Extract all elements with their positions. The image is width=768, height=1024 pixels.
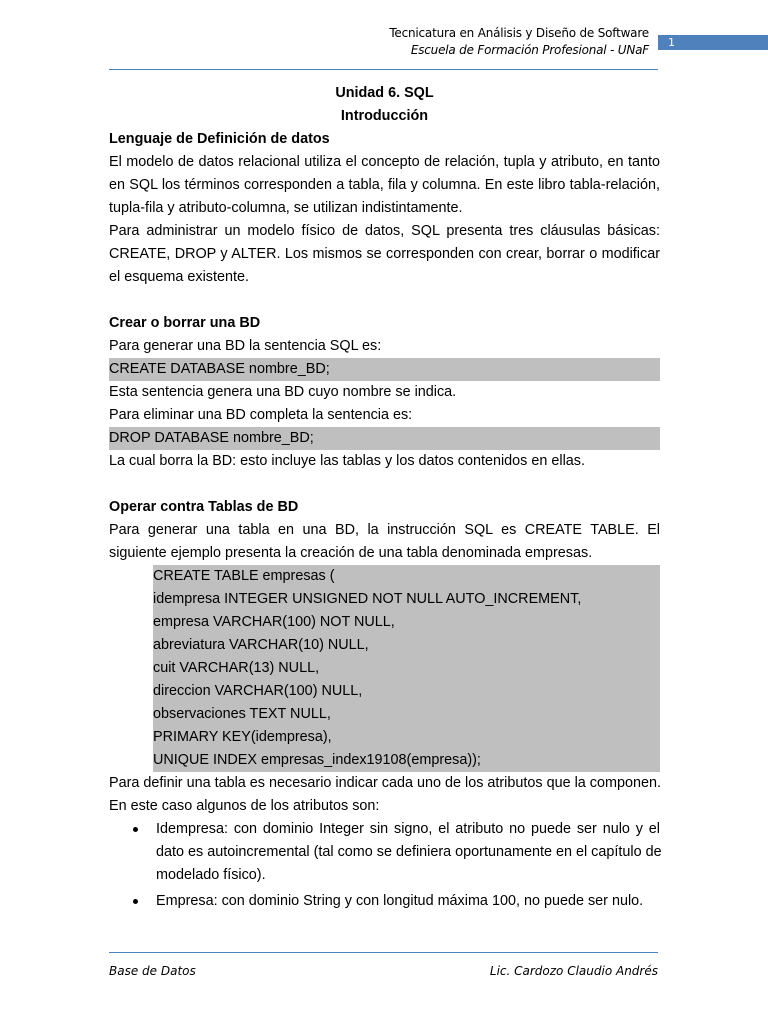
paragraph-line: Para generar una BD la sentencia SQL es: — [109, 338, 382, 354]
code-line: empresa VARCHAR(100) NOT NULL, — [153, 614, 395, 630]
paragraph-line: Para generar una tabla en una BD, la instrucción SQL es CREATE TABLE. El — [109, 522, 660, 538]
code-line: UNIQUE INDEX empresas_index19108(empresa)); — [153, 752, 481, 768]
section-heading: Lenguaje de Definición de datos — [109, 131, 330, 147]
code-line: abreviatura VARCHAR(10) NULL, — [153, 637, 369, 653]
bullet-line: modelado físico). — [156, 867, 266, 883]
bullet-line: Idempresa: con dominio Integer sin signo, el atributo no puede ser nulo y el — [156, 821, 660, 837]
paragraph-line: Para administrar un modelo físico de datos, SQL presenta tres cláusulas básicas: — [109, 223, 660, 239]
code-line: observaciones TEXT NULL, — [153, 706, 331, 722]
paragraph-line: La cual borra la BD: esto incluye las tablas y los datos contenidos en ellas. — [109, 453, 585, 469]
paragraph-line: Para eliminar una BD completa la sentencia es: — [109, 407, 413, 423]
footer-rule — [109, 952, 658, 953]
bullet-item — [109, 890, 660, 913]
code-line: idempresa INTEGER UNSIGNED NOT NULL AUTO_INCREMENT, — [153, 591, 582, 607]
footer-right: Lic. Cardozo Claudio Andrés — [489, 964, 658, 978]
header-rule — [109, 69, 658, 70]
code-line: PRIMARY KEY(idempresa), — [153, 729, 332, 745]
create-table-code-block — [153, 565, 660, 772]
paragraph-line: CREATE, DROP y ALTER. Los mismos se corresponden con crear, borrar o modificar — [109, 246, 660, 262]
intro-title: Introducción — [340, 108, 429, 124]
code-block: CREATE DATABASE nombre_BD; — [109, 358, 660, 381]
bullet-line: dato es autoincremental (tal como se definiera oportunamente en el capítulo de — [156, 844, 662, 860]
paragraph-line: en SQL los términos corresponden a tabla, fila y columna. En este libro tabla-relación, — [109, 177, 660, 193]
paragraph-line: tupla-fila y atributo-columna, se utilizan indistintamente. — [109, 200, 463, 216]
document-body — [109, 82, 660, 913]
header-subtitle: Escuela de Formación Profesional - UNaF — [410, 43, 649, 57]
paragraph-line: Para definir una tabla es necesario indicar cada uno de los atributos que la componen. — [109, 775, 661, 791]
paragraph-line: Esta sentencia genera una BD cuyo nombre se indica. — [109, 384, 457, 400]
paragraph-line: siguiente ejemplo presenta la creación de una tabla denominada empresas. — [109, 545, 593, 561]
code-line: CREATE TABLE empresas ( — [153, 568, 335, 584]
code-line: direccion VARCHAR(100) NULL, — [153, 683, 363, 699]
header-title: Tecnicatura en Análisis y Diseño de Software — [389, 26, 649, 40]
bullet-dot-icon — [133, 899, 138, 904]
paragraph-line: El modelo de datos relacional utiliza el concepto de relación, tupla y atributo, en tanto — [109, 154, 660, 170]
code-line: cuit VARCHAR(13) NULL, — [153, 660, 320, 676]
code-block: DROP DATABASE nombre_BD; — [109, 427, 660, 450]
bullet-item — [109, 818, 660, 887]
section-heading: Operar contra Tablas de BD — [109, 499, 299, 515]
paragraph-line: En este caso algunos de los atributos son: — [109, 798, 380, 814]
paragraph-line: el esquema existente. — [109, 269, 249, 285]
page-number-badge: 1 — [658, 35, 768, 50]
bullet-dot-icon — [133, 827, 138, 832]
unit-title: Unidad 6. SQL — [335, 85, 434, 101]
section-heading: Crear o borrar una BD — [109, 315, 261, 331]
bullet-line: Empresa: con dominio String y con longitud máxima 100, no puede ser nulo. — [156, 893, 644, 909]
footer-left: Base de Datos — [109, 964, 196, 978]
